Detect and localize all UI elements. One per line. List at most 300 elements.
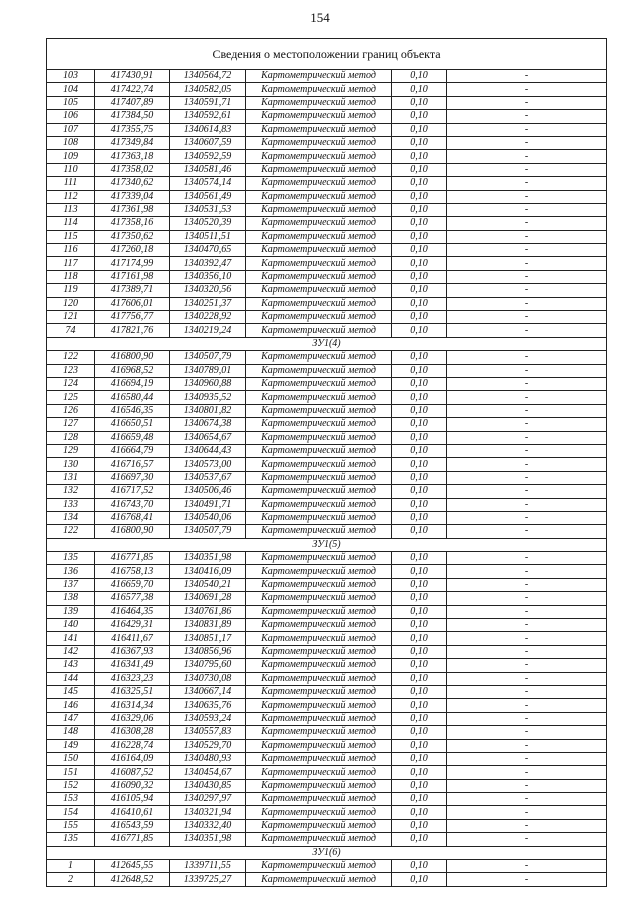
method-cell: Картометрический метод xyxy=(246,136,392,149)
table-row xyxy=(47,685,607,698)
method-cell: Картометрический метод xyxy=(246,257,392,270)
table-row xyxy=(47,418,607,431)
method-cell: Картометрический метод xyxy=(246,311,392,324)
point-number-cell: 150 xyxy=(47,752,95,765)
y-coordinate-cell: 1340228,92 xyxy=(170,311,246,324)
description-cell: - xyxy=(447,645,607,658)
accuracy-cell: 0,10 xyxy=(392,672,447,685)
description-cell: - xyxy=(447,699,607,712)
table-row xyxy=(47,70,607,83)
description-cell: - xyxy=(447,860,607,873)
section-row xyxy=(47,337,607,350)
x-coordinate-cell: 417260,18 xyxy=(95,244,170,257)
y-coordinate-cell: 1340591,71 xyxy=(170,96,246,109)
method-cell: Картометрический метод xyxy=(246,244,392,257)
method-cell: Картометрический метод xyxy=(246,217,392,230)
description-cell: - xyxy=(447,739,607,752)
x-coordinate-cell: 416411,67 xyxy=(95,632,170,645)
description-cell: - xyxy=(447,485,607,498)
section-label: ЗУ1(6) xyxy=(47,846,607,859)
description-cell: - xyxy=(447,578,607,591)
accuracy-cell: 0,10 xyxy=(392,230,447,243)
accuracy-cell: 0,10 xyxy=(392,619,447,632)
table-row xyxy=(47,110,607,123)
point-number-cell: 112 xyxy=(47,190,95,203)
y-coordinate-cell: 1340351,98 xyxy=(170,833,246,846)
x-coordinate-cell: 416341,49 xyxy=(95,659,170,672)
point-number-cell: 139 xyxy=(47,605,95,618)
method-cell: Картометрический метод xyxy=(246,70,392,83)
x-coordinate-cell: 416329,06 xyxy=(95,712,170,725)
description-cell: - xyxy=(447,525,607,538)
table-row xyxy=(47,217,607,230)
method-cell: Картометрический метод xyxy=(246,779,392,792)
table-row xyxy=(47,257,607,270)
accuracy-cell: 0,10 xyxy=(392,860,447,873)
accuracy-cell: 0,10 xyxy=(392,565,447,578)
description-cell: - xyxy=(447,873,607,886)
x-coordinate-cell: 417606,01 xyxy=(95,297,170,310)
table-row xyxy=(47,592,607,605)
accuracy-cell: 0,10 xyxy=(392,699,447,712)
point-number-cell: 2 xyxy=(47,873,95,886)
method-cell: Картометрический метод xyxy=(246,712,392,725)
x-coordinate-cell: 417340,62 xyxy=(95,177,170,190)
point-number-cell: 135 xyxy=(47,833,95,846)
point-number-cell: 122 xyxy=(47,351,95,364)
y-coordinate-cell: 1340795,60 xyxy=(170,659,246,672)
description-cell: - xyxy=(447,324,607,337)
table-row xyxy=(47,525,607,538)
accuracy-cell: 0,10 xyxy=(392,645,447,658)
point-number-cell: 155 xyxy=(47,819,95,832)
method-cell: Картометрический метод xyxy=(246,203,392,216)
method-cell: Картометрический метод xyxy=(246,860,392,873)
y-coordinate-cell: 1340644,43 xyxy=(170,444,246,457)
y-coordinate-cell: 1340592,61 xyxy=(170,110,246,123)
point-number-cell: 117 xyxy=(47,257,95,270)
description-cell: - xyxy=(447,806,607,819)
table-row xyxy=(47,645,607,658)
table-row xyxy=(47,177,607,190)
accuracy-cell: 0,10 xyxy=(392,284,447,297)
method-cell: Картометрический метод xyxy=(246,511,392,524)
point-number-cell: 109 xyxy=(47,150,95,163)
description-cell: - xyxy=(447,391,607,404)
y-coordinate-cell: 1340614,83 xyxy=(170,123,246,136)
x-coordinate-cell: 417358,02 xyxy=(95,163,170,176)
method-cell: Картометрический метод xyxy=(246,177,392,190)
method-cell: Картометрический метод xyxy=(246,444,392,457)
section-label: ЗУ1(4) xyxy=(47,337,607,350)
table-row xyxy=(47,404,607,417)
description-cell: - xyxy=(447,364,607,377)
description-cell: - xyxy=(447,377,607,390)
point-number-cell: 147 xyxy=(47,712,95,725)
accuracy-cell: 0,10 xyxy=(392,351,447,364)
y-coordinate-cell: 1340491,71 xyxy=(170,498,246,511)
y-coordinate-cell: 1340960,88 xyxy=(170,377,246,390)
x-coordinate-cell: 417361,98 xyxy=(95,203,170,216)
description-cell: - xyxy=(447,217,607,230)
point-number-cell: 131 xyxy=(47,471,95,484)
point-number-cell: 137 xyxy=(47,578,95,591)
description-cell: - xyxy=(447,726,607,739)
method-cell: Картометрический метод xyxy=(246,404,392,417)
x-coordinate-cell: 416716,57 xyxy=(95,458,170,471)
method-cell: Картометрический метод xyxy=(246,605,392,618)
x-coordinate-cell: 416164,09 xyxy=(95,752,170,765)
table-row xyxy=(47,565,607,578)
y-coordinate-cell: 1340470,65 xyxy=(170,244,246,257)
y-coordinate-cell: 1340321,94 xyxy=(170,806,246,819)
table-row xyxy=(47,726,607,739)
point-number-cell: 151 xyxy=(47,766,95,779)
method-cell: Картометрический метод xyxy=(246,685,392,698)
y-coordinate-cell: 1340507,79 xyxy=(170,525,246,538)
accuracy-cell: 0,10 xyxy=(392,752,447,765)
accuracy-cell: 0,10 xyxy=(392,739,447,752)
table-row xyxy=(47,83,607,96)
y-coordinate-cell: 1340392,47 xyxy=(170,257,246,270)
point-number-cell: 118 xyxy=(47,270,95,283)
description-cell: - xyxy=(447,458,607,471)
y-coordinate-cell: 1340507,79 xyxy=(170,351,246,364)
method-cell: Картометрический метод xyxy=(246,619,392,632)
table-row xyxy=(47,96,607,109)
table-row xyxy=(47,123,607,136)
method-cell: Картометрический метод xyxy=(246,592,392,605)
x-coordinate-cell: 417422,74 xyxy=(95,83,170,96)
description-cell: - xyxy=(447,779,607,792)
x-coordinate-cell: 416771,85 xyxy=(95,833,170,846)
x-coordinate-cell: 416308,28 xyxy=(95,726,170,739)
description-cell: - xyxy=(447,177,607,190)
table-row xyxy=(47,752,607,765)
accuracy-cell: 0,10 xyxy=(392,391,447,404)
accuracy-cell: 0,10 xyxy=(392,163,447,176)
point-number-cell: 125 xyxy=(47,391,95,404)
table-row xyxy=(47,511,607,524)
x-coordinate-cell: 416577,38 xyxy=(95,592,170,605)
description-cell: - xyxy=(447,83,607,96)
table-row xyxy=(47,632,607,645)
y-coordinate-cell: 1340480,93 xyxy=(170,752,246,765)
y-coordinate-cell: 1340674,38 xyxy=(170,418,246,431)
method-cell: Картометрический метод xyxy=(246,793,392,806)
accuracy-cell: 0,10 xyxy=(392,203,447,216)
accuracy-cell: 0,10 xyxy=(392,404,447,417)
table-row xyxy=(47,605,607,618)
accuracy-cell: 0,10 xyxy=(392,123,447,136)
method-cell: Картометрический метод xyxy=(246,297,392,310)
table-row xyxy=(47,377,607,390)
y-coordinate-cell: 1340761,86 xyxy=(170,605,246,618)
x-coordinate-cell: 416771,85 xyxy=(95,552,170,565)
description-cell: - xyxy=(447,471,607,484)
x-coordinate-cell: 416087,52 xyxy=(95,766,170,779)
method-cell: Картометрический метод xyxy=(246,96,392,109)
description-cell: - xyxy=(447,592,607,605)
accuracy-cell: 0,10 xyxy=(392,605,447,618)
x-coordinate-cell: 417821,76 xyxy=(95,324,170,337)
x-coordinate-cell: 417349,84 xyxy=(95,136,170,149)
method-cell: Картометрический метод xyxy=(246,699,392,712)
x-coordinate-cell: 416090,32 xyxy=(95,779,170,792)
accuracy-cell: 0,10 xyxy=(392,324,447,337)
description-cell: - xyxy=(447,123,607,136)
description-cell: - xyxy=(447,672,607,685)
y-coordinate-cell: 1340593,24 xyxy=(170,712,246,725)
y-coordinate-cell: 1340691,28 xyxy=(170,592,246,605)
description-cell: - xyxy=(447,752,607,765)
description-cell: - xyxy=(447,498,607,511)
x-coordinate-cell: 416968,52 xyxy=(95,364,170,377)
x-coordinate-cell: 417407,89 xyxy=(95,96,170,109)
accuracy-cell: 0,10 xyxy=(392,311,447,324)
x-coordinate-cell: 416464,35 xyxy=(95,605,170,618)
accuracy-cell: 0,10 xyxy=(392,485,447,498)
method-cell: Картометрический метод xyxy=(246,418,392,431)
point-number-cell: 144 xyxy=(47,672,95,685)
method-cell: Картометрический метод xyxy=(246,163,392,176)
point-number-cell: 149 xyxy=(47,739,95,752)
accuracy-cell: 0,10 xyxy=(392,471,447,484)
y-coordinate-cell: 1340573,00 xyxy=(170,458,246,471)
point-number-cell: 154 xyxy=(47,806,95,819)
point-number-cell: 114 xyxy=(47,217,95,230)
y-coordinate-cell: 1340935,52 xyxy=(170,391,246,404)
y-coordinate-cell: 1340581,46 xyxy=(170,163,246,176)
accuracy-cell: 0,10 xyxy=(392,525,447,538)
point-number-cell: 152 xyxy=(47,779,95,792)
accuracy-cell: 0,10 xyxy=(392,511,447,524)
point-number-cell: 128 xyxy=(47,431,95,444)
y-coordinate-cell: 1340592,59 xyxy=(170,150,246,163)
point-number-cell: 108 xyxy=(47,136,95,149)
point-number-cell: 103 xyxy=(47,70,95,83)
method-cell: Картометрический метод xyxy=(246,190,392,203)
accuracy-cell: 0,10 xyxy=(392,70,447,83)
description-cell: - xyxy=(447,511,607,524)
point-number-cell: 107 xyxy=(47,123,95,136)
point-number-cell: 146 xyxy=(47,699,95,712)
method-cell: Картометрический метод xyxy=(246,150,392,163)
accuracy-cell: 0,10 xyxy=(392,659,447,672)
accuracy-cell: 0,10 xyxy=(392,726,447,739)
method-cell: Картометрический метод xyxy=(246,525,392,538)
table-row xyxy=(47,819,607,832)
table-row xyxy=(47,284,607,297)
boundary-table-frame xyxy=(46,38,606,887)
table-row xyxy=(47,659,607,672)
method-cell: Картометрический метод xyxy=(246,645,392,658)
x-coordinate-cell: 416429,31 xyxy=(95,619,170,632)
accuracy-cell: 0,10 xyxy=(392,431,447,444)
y-coordinate-cell: 1340537,67 xyxy=(170,471,246,484)
y-coordinate-cell: 1340564,72 xyxy=(170,70,246,83)
table-row xyxy=(47,578,607,591)
method-cell: Картометрический метод xyxy=(246,632,392,645)
table-row xyxy=(47,833,607,846)
x-coordinate-cell: 416743,70 xyxy=(95,498,170,511)
method-cell: Картометрический метод xyxy=(246,471,392,484)
description-cell: - xyxy=(447,766,607,779)
point-number-cell: 122 xyxy=(47,525,95,538)
accuracy-cell: 0,10 xyxy=(392,257,447,270)
table-row xyxy=(47,793,607,806)
point-number-cell: 134 xyxy=(47,511,95,524)
point-number-cell: 136 xyxy=(47,565,95,578)
method-cell: Картометрический метод xyxy=(246,659,392,672)
table-row xyxy=(47,244,607,257)
method-cell: Картометрический метод xyxy=(246,324,392,337)
y-coordinate-cell: 1340351,98 xyxy=(170,552,246,565)
point-number-cell: 142 xyxy=(47,645,95,658)
x-coordinate-cell: 416410,61 xyxy=(95,806,170,819)
description-cell: - xyxy=(447,565,607,578)
accuracy-cell: 0,10 xyxy=(392,578,447,591)
y-coordinate-cell: 1340297,97 xyxy=(170,793,246,806)
accuracy-cell: 0,10 xyxy=(392,364,447,377)
x-coordinate-cell: 416758,13 xyxy=(95,565,170,578)
point-number-cell: 141 xyxy=(47,632,95,645)
description-cell: - xyxy=(447,311,607,324)
table-row xyxy=(47,458,607,471)
accuracy-cell: 0,10 xyxy=(392,136,447,149)
boundary-table xyxy=(46,38,607,887)
description-cell: - xyxy=(447,819,607,832)
description-cell: - xyxy=(447,96,607,109)
accuracy-cell: 0,10 xyxy=(392,806,447,819)
x-coordinate-cell: 417384,50 xyxy=(95,110,170,123)
y-coordinate-cell: 1340667,14 xyxy=(170,685,246,698)
table-row xyxy=(47,364,607,377)
point-number-cell: 105 xyxy=(47,96,95,109)
description-cell: - xyxy=(447,431,607,444)
accuracy-cell: 0,10 xyxy=(392,458,447,471)
y-coordinate-cell: 1340540,06 xyxy=(170,511,246,524)
point-number-cell: 116 xyxy=(47,244,95,257)
y-coordinate-cell: 1340654,67 xyxy=(170,431,246,444)
method-cell: Картометрический метод xyxy=(246,431,392,444)
point-number-cell: 121 xyxy=(47,311,95,324)
point-number-cell: 132 xyxy=(47,485,95,498)
x-coordinate-cell: 417363,18 xyxy=(95,150,170,163)
accuracy-cell: 0,10 xyxy=(392,712,447,725)
description-cell: - xyxy=(447,605,607,618)
description-cell: - xyxy=(447,136,607,149)
table-row xyxy=(47,324,607,337)
table-row xyxy=(47,190,607,203)
method-cell: Картометрический метод xyxy=(246,752,392,765)
y-coordinate-cell: 1340251,37 xyxy=(170,297,246,310)
table-row xyxy=(47,297,607,310)
x-coordinate-cell: 416659,48 xyxy=(95,431,170,444)
method-cell: Картометрический метод xyxy=(246,110,392,123)
y-coordinate-cell: 1340356,10 xyxy=(170,270,246,283)
description-cell: - xyxy=(447,203,607,216)
method-cell: Картометрический метод xyxy=(246,498,392,511)
table-row xyxy=(47,498,607,511)
y-coordinate-cell: 1340851,17 xyxy=(170,632,246,645)
accuracy-cell: 0,10 xyxy=(392,110,447,123)
x-coordinate-cell: 416694,19 xyxy=(95,377,170,390)
accuracy-cell: 0,10 xyxy=(392,244,447,257)
table-header-row xyxy=(47,39,607,70)
point-number-cell: 133 xyxy=(47,498,95,511)
description-cell: - xyxy=(447,632,607,645)
accuracy-cell: 0,10 xyxy=(392,217,447,230)
description-cell: - xyxy=(447,163,607,176)
description-cell: - xyxy=(447,418,607,431)
table-row xyxy=(47,270,607,283)
method-cell: Картометрический метод xyxy=(246,766,392,779)
x-coordinate-cell: 417430,91 xyxy=(95,70,170,83)
description-cell: - xyxy=(447,70,607,83)
x-coordinate-cell: 416228,74 xyxy=(95,739,170,752)
method-cell: Картометрический метод xyxy=(246,230,392,243)
accuracy-cell: 0,10 xyxy=(392,96,447,109)
accuracy-cell: 0,10 xyxy=(392,552,447,565)
x-coordinate-cell: 416768,41 xyxy=(95,511,170,524)
description-cell: - xyxy=(447,150,607,163)
accuracy-cell: 0,10 xyxy=(392,793,447,806)
point-number-cell: 148 xyxy=(47,726,95,739)
method-cell: Картометрический метод xyxy=(246,364,392,377)
x-coordinate-cell: 416314,34 xyxy=(95,699,170,712)
accuracy-cell: 0,10 xyxy=(392,297,447,310)
y-coordinate-cell: 1340320,56 xyxy=(170,284,246,297)
method-cell: Картометрический метод xyxy=(246,270,392,283)
method-cell: Картометрический метод xyxy=(246,806,392,819)
y-coordinate-cell: 1340506,46 xyxy=(170,485,246,498)
accuracy-cell: 0,10 xyxy=(392,766,447,779)
accuracy-cell: 0,10 xyxy=(392,819,447,832)
x-coordinate-cell: 416659,70 xyxy=(95,578,170,591)
y-coordinate-cell: 1340856,96 xyxy=(170,645,246,658)
description-cell: - xyxy=(447,712,607,725)
accuracy-cell: 0,10 xyxy=(392,632,447,645)
x-coordinate-cell: 416800,90 xyxy=(95,351,170,364)
table-row xyxy=(47,444,607,457)
table-row xyxy=(47,230,607,243)
accuracy-cell: 0,10 xyxy=(392,270,447,283)
y-coordinate-cell: 1339725,27 xyxy=(170,873,246,886)
x-coordinate-cell: 417756,77 xyxy=(95,311,170,324)
table-row xyxy=(47,203,607,216)
table-row xyxy=(47,431,607,444)
page-number: 154 xyxy=(310,10,330,25)
y-coordinate-cell: 1340454,67 xyxy=(170,766,246,779)
method-cell: Картометрический метод xyxy=(246,726,392,739)
accuracy-cell: 0,10 xyxy=(392,685,447,698)
accuracy-cell: 0,10 xyxy=(392,444,447,457)
table-row xyxy=(47,873,607,886)
accuracy-cell: 0,10 xyxy=(392,150,447,163)
method-cell: Картометрический метод xyxy=(246,739,392,752)
y-coordinate-cell: 1340531,53 xyxy=(170,203,246,216)
x-coordinate-cell: 416580,44 xyxy=(95,391,170,404)
section-row xyxy=(47,846,607,859)
y-coordinate-cell: 1340561,49 xyxy=(170,190,246,203)
point-number-cell: 1 xyxy=(47,860,95,873)
x-coordinate-cell: 416697,30 xyxy=(95,471,170,484)
point-number-cell: 123 xyxy=(47,364,95,377)
description-cell: - xyxy=(447,404,607,417)
table-row xyxy=(47,739,607,752)
description-cell: - xyxy=(447,284,607,297)
